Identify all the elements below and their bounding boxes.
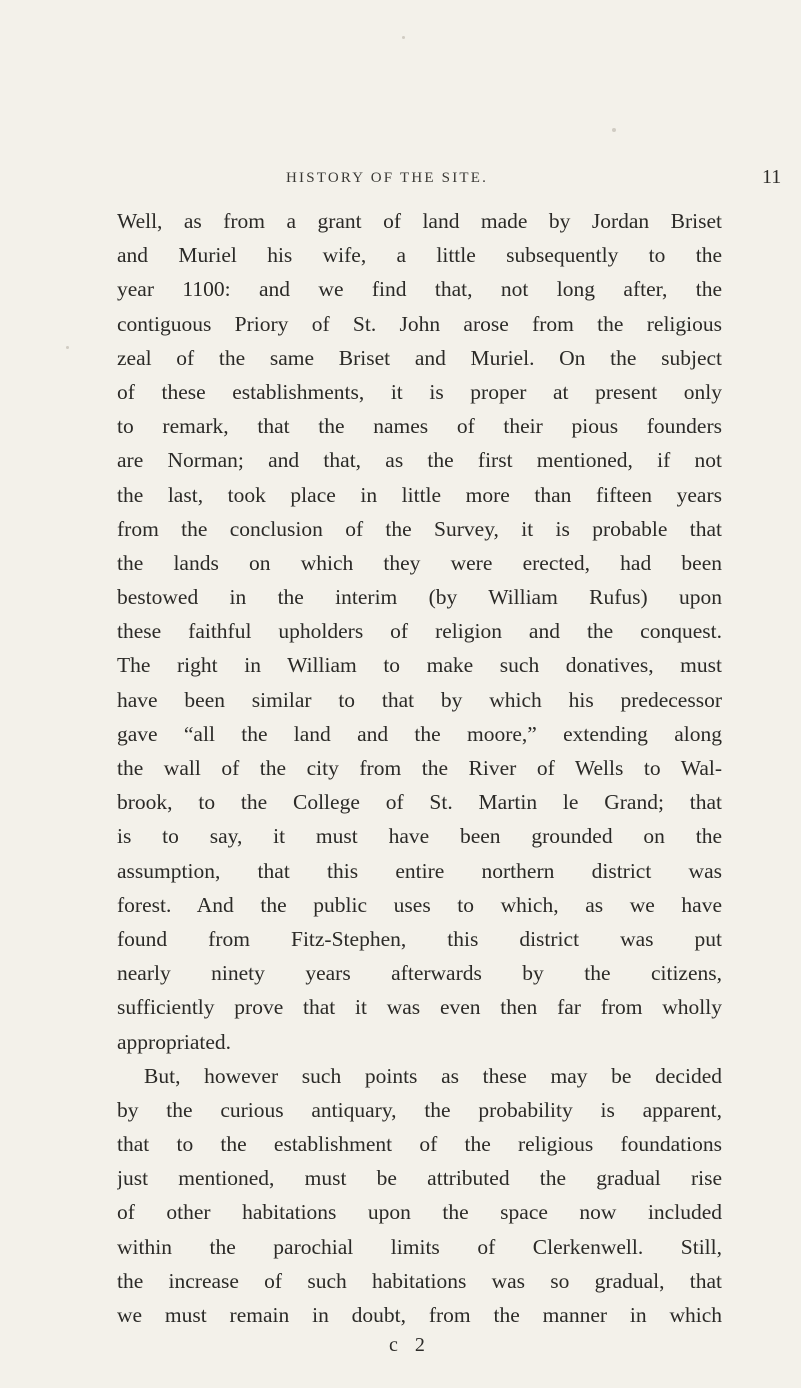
paper-speck [402,36,405,39]
text-line: just mentioned, must be attributed the gradual rise [117,1166,722,1191]
text-line: have been similar to that by which his predecessor [117,687,722,712]
page-number: 11 [762,166,782,188]
text-line: the wall of the city from the River of Wells to Wal- [117,756,722,780]
text-line: the lands on which they were erected, had been [117,550,722,575]
text-line-paragraph-start: But, however such points as these may be decided [144,1063,722,1088]
text-line: of other habitations upon the space now included [117,1200,722,1225]
text-line: is to say, it must have been grounded on the [117,824,722,849]
text-line: gave “all the land and the moore,” extending along [117,721,722,746]
text-line: found from Fitz-Stephen, this district was put [117,926,722,951]
text-line: the last, took place in little more than fifteen years [117,482,722,507]
text-line: to remark, that the names of their pious founders [117,414,722,439]
text-line: year 1100: and we find that, not long after, the [117,277,722,302]
text-line: forest. And the public uses to which, as we have [117,892,722,917]
text-line: The right in William to make such donatives, must [117,653,722,678]
text-line: the increase of such habitations was so gradual, that [117,1268,722,1293]
text-line: brook, to the College of St. Martin le Grand; that [117,790,722,815]
text-line: of these establishments, it is proper at present only [117,379,722,404]
text-line: contiguous Priory of St. John arose from the religious [117,311,722,336]
text-line: assumption, that this entire northern district was [117,858,722,883]
running-head: HISTORY OF THE SITE. [286,170,489,186]
paper-speck [66,346,69,349]
text-line: by the curious antiquary, the probability is apparent, [117,1097,722,1122]
text-line: are Norman; and that, as the first mentioned, if not [117,448,722,473]
body-text [117,204,722,1332]
paper-speck [612,128,616,132]
text-line: these faithful upholders of religion and the conquest. [117,619,722,644]
text-line: Well, as from a grant of land made by Jordan Briset [117,209,722,233]
signature-mark: c 2 [389,1334,431,1356]
text-line: and Muriel his wife, a little subsequently to the [117,243,722,268]
text-line: from the conclusion of the Survey, it is probable that [117,516,722,541]
text-line: bestowed in the interim (by William Rufus) upon [117,585,722,610]
text-line: that to the establishment of the religious foundations [117,1132,722,1157]
text-line: within the parochial limits of Clerkenwell. Still, [117,1234,722,1259]
text-line-paragraph-end: appropriated. [117,1029,232,1054]
text-line: we must remain in doubt, from the manner in which [117,1303,722,1327]
text-line: nearly ninety years afterwards by the citizens, [117,961,722,986]
text-line: sufficiently prove that it was even then far from wholly [117,995,722,1020]
page-header [240,166,782,192]
text-line: zeal of the same Briset and Muriel. On the subject [117,345,722,370]
